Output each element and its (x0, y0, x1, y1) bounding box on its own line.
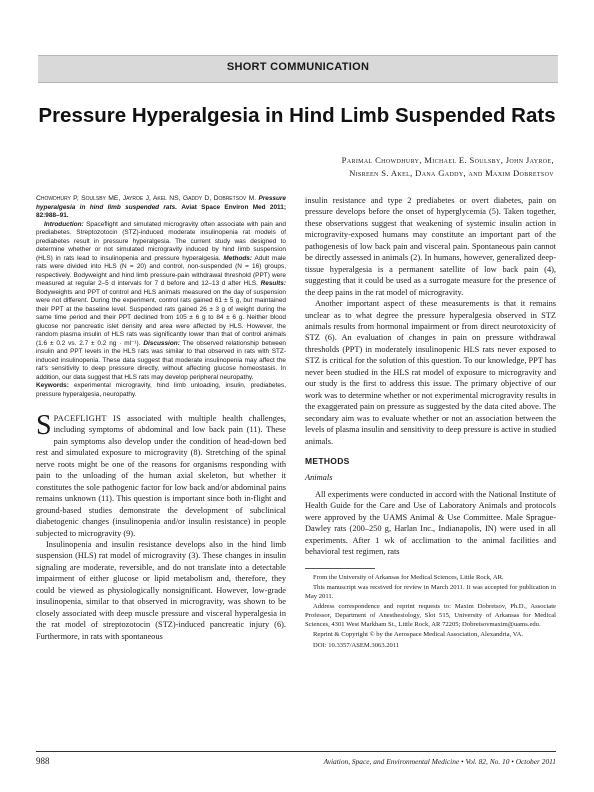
lead-in: PACEFLIGHT IS (53, 414, 122, 423)
abstract (36, 195, 286, 399)
keywords-label: Keywords: (36, 382, 69, 389)
journal-footer: Aviation, Space, and Environmental Medicine • Vol. 82, No. 10 • October 2011 (323, 757, 556, 766)
footnotes (305, 574, 556, 651)
intro-paragraph-2: Insulinopenia and insulin resistance develops also in the hind limb suspension (HLS) rat model of microgravity (3). These changes in insulin signaling are moderate, reversible, and do not translate into a detectable impairment of either glucose or lipid metabolism and, therefore, they could be viewed as physiologically nonsignificant. However, low-grade insulinopenia, similar to that observed in microgravity, was shown to be closely associated with deep muscle pressure and visceral hyperalgesia in the rat model of streptozotocin (STZ)-induced pancreatic injury (6). Furthermore, in rats with spontaneous (36, 539, 286, 641)
abstract-discussion-label: Discussion: (143, 339, 180, 347)
section-banner (38, 55, 558, 83)
abstract-methods-label: Methods: (223, 254, 253, 262)
section-label: SHORT COMMUNICATION (226, 61, 370, 73)
author-line-2: Nisreen S. Akel, Dana Gaddy, and Maxim Dobretsov (349, 167, 554, 178)
intro-paragraph-1 (36, 410, 287, 539)
abstract-intro-label: Introduction: (44, 220, 84, 228)
animals-subheading: Animals (305, 473, 333, 483)
footnote-correspondence: Address correspondence and reprint requests to: Maxim Dobretsov, Ph.D., Associate Professor, Department of Anesthesiology, Slot 515, University of Arkansas for Medical Sciences, 4301 West Markham St., Little Rock, AR 72205; Dobretsovmaxim@uams.edu. (305, 603, 556, 628)
abstract-results-text: Bodyweights and PPT of control and HLS animals measured on the day of suspension were not different. During the experiment, control rats gained 61 ± 5 g, but maintained their PPT at the baseline level. Suspended rats gained 26 ± 3 g of weight during the same time period and their PPT declined from 105 ± 6 g to 84 ± 6 g. Neither blood glucose nor pancreatic islet density and area were affected by HLS. However, the random plasma insulin of HLS rats was significantly lower than that of control animals (1.6 ± 0.2 vs. 2.7 ± 0.2 ng · ml⁻¹). (36, 288, 286, 347)
footnote-copyright: Reprint & Copyright © by the Aerospace Medical Association, Alexandria, VA. (313, 631, 524, 639)
footnote-doi: DOI: 10.3357/ASEM.3063.2011 (313, 641, 400, 649)
right-column (305, 195, 556, 652)
abstract-discussion-text: The observed relationship between insulin and PPT levels in the HLS rats was similar to that observed in rats with STZ-induced insulinopenia. These data suggest that moderate insulinopenia may affect the rat's sensitivity to deep pressure directly, without affecting glucose homeostasis. In addition, our data suggest that HLS rats may develop peripheral neuropathy. (36, 339, 286, 381)
page-number: 988 (36, 756, 50, 766)
footnote-received: This manuscript was received for review in March 2011. It was accepted for publication in May 2011. (305, 584, 556, 600)
keywords-text: experimental microgravity, hind limb unloading, insulin, prediabetes, pressure hyperalgesia, neuropathy. (36, 382, 286, 398)
abstract-intro-text: Spaceflight and simulated microgravity often associate with pain and prediabetes. Streptozotocin (STZ)-induced moderate insulinopenia rat models of prediabetes result in pressure hyperalgesia. The current study was designed to determine whether or not simulated microgravity induced by hind limb suspension (HLS) in rats lead to insulinopenia and pressure hyperalgesia. (36, 220, 286, 262)
body-left (36, 410, 287, 642)
abstract-results-label: Results: (260, 280, 286, 287)
right-paragraph-2: Another important aspect of these measurements is that it remains unclear as to what degree the pressure hyperalgesia observed in STZ animals results from hormonal impairment or from direct neurotoxicity of STZ (6). An evaluation of changes in pain on pressure withdrawal thresholds (PPT) in moderately insulinopenic HLS rats never exposed to STZ is critical for the solution of this question. To our knowledge, PPT has never been studied in the HLS rat model of exposure to microgravity and our study is the first to address this issue. The primary objective of our work was to determine whether or not experimental microgravity results in the exaggerated pain on pressure as suggested by the data cited above. The secondary aim was to evaluate whether or not an association between the levels of plasma insulin and sensitivity to deep pressure is active in studied animals. (305, 299, 556, 446)
author-line-1: Parimal Chowdhury, Michael E. Soulsby, John Jayroe, (341, 155, 554, 165)
intro-text-1: associated with multiple health challenges, including symptoms of abdominal and low back pain (11). These pain symptoms also develop under the condition of head-down bed rest and simulated exposure to microgravity (8). Stretching of the spinal nerve roots might be one of the reasons for organisms responding with pain to the unloading of the human axial skeleton, but whether it constitutes the sole pathogenic factor for low back and/or abdominal pains remains unknown (11). This question is important since both in-flight and ground-based studies demonstrate the development of subclinical diabetogenic changes (insulinopenia and/or insulin resistance) in people subjected to microgravity (9). (36, 414, 287, 538)
abstract-journal-ref: Aviat Space Environ Med 2011; 82:988–91. (36, 203, 286, 219)
footnote-divider (305, 568, 375, 569)
animals-paragraph: All experiments were conducted in accord with the National Institute of Health Guide for the Care and Use of Laboratory Animals and protocols were approved by the UAMS Animal & Use Committee. Male Sprague-Dawley rats (200–250 g, Harlan Inc., Indianapolis, IN) were used in all experiments. After 1 wk of acclimation to the animal facilities and behavioral test regimen, rats (305, 489, 556, 557)
abstract-methods-text: Adult male rats were divided into HLS (N = 20) and control, non-suspended (N = 16) groups, respectively. Bodyweight and hind limb pressure-pain withdrawal threshold (PPT) were measured at regular 2–5 d intervals for 7 d before and 12–13 d after HLS. (36, 254, 287, 287)
abstract-body (36, 221, 286, 383)
abstract-article-title: Pressure hyperalgesia in hind limb suspended rats. (36, 195, 286, 211)
abstract-citation: Chowdhury P, Soulsby ME, Jayroe J, Akel NS, Gaddy D, Dobretsov M. (36, 195, 257, 202)
left-column (36, 195, 286, 642)
article-title: Pressure Hyperalgesia in Hind Limb Suspended Rats (38, 104, 556, 127)
body-right (305, 195, 556, 558)
methods-heading: METHODS (305, 455, 350, 466)
author-list (254, 154, 554, 179)
right-paragraph-1: insulin resistance and type 2 prediabetes or overt diabetes, pain on pressure develops before the onset of hyperglycemia (5). Taken together, these observations suggest that weakening of systemic insulin action in microgravity-exposed humans may constitute an important part of the pathogenesis of low back pain and visceral pain. Spontaneous pain cannot be directly assessed in animals (2). In humans, however, generalized deep-tissue hyperalgesia is a permanent satellite of low back pain (4), suggesting that it could be used as a surrogate measure for the presence of the deep pains in the rat model of microgravity. (305, 196, 556, 297)
footnote-affiliation: From the University of Arkansas for Medical Sciences, Little Rock, AR. (313, 573, 504, 581)
drop-cap: S (36, 410, 52, 441)
footer-divider (36, 751, 556, 752)
abstract-keywords (36, 382, 286, 399)
abstract-citation-paragraph (36, 195, 286, 221)
